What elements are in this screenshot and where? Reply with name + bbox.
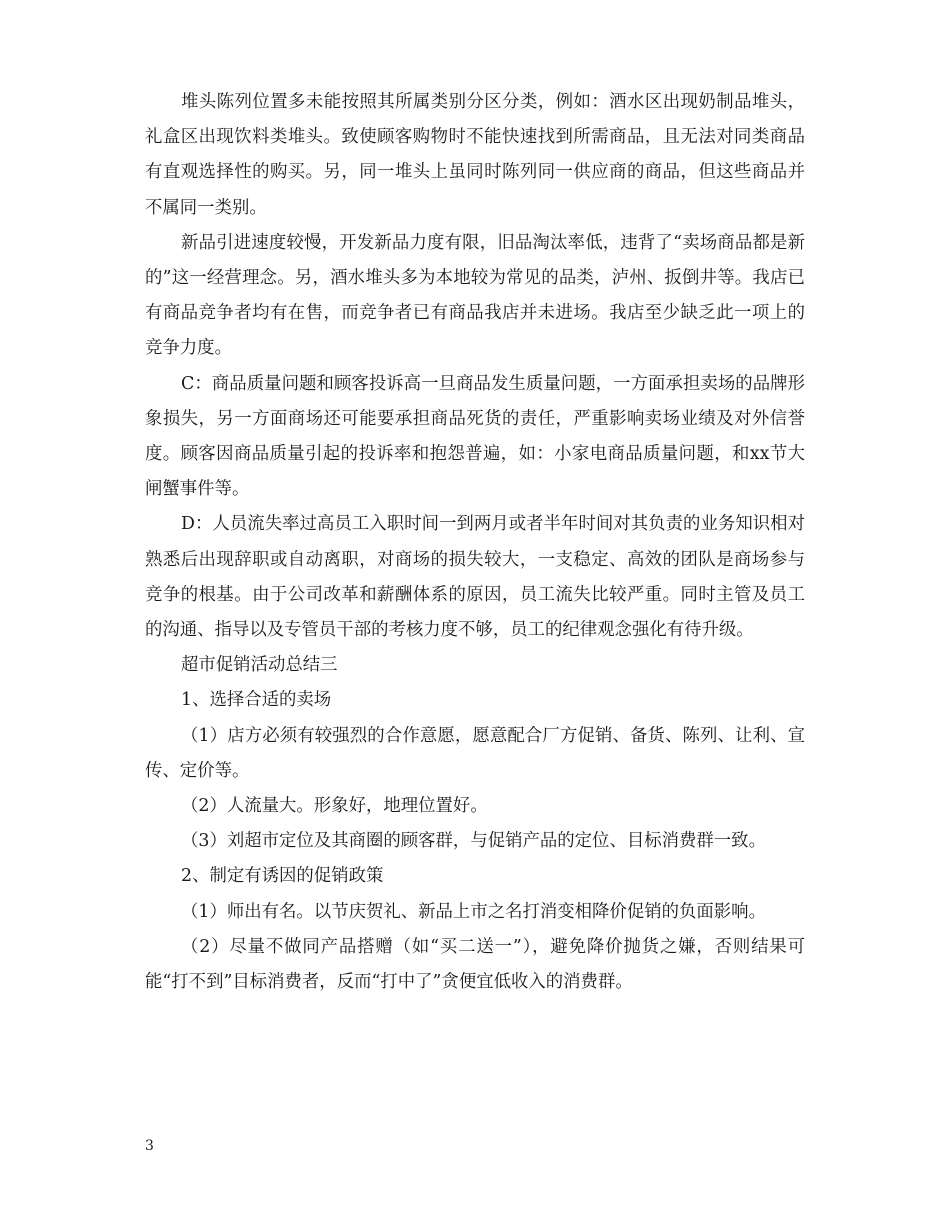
- page-number: 3: [145, 1138, 154, 1154]
- paragraph-new-products: 新品引进速度较慢，开发新品力度有限，旧品淘汰率低，违背了“卖场商品都是新的”这一经营理念。另，酒水堆头多为本地较为常见的品类，泸州、扳倒井等。我店已有商品竞争者均有在售，而竞争者已有商品我店并未进场。我店至少缺乏此一项上的竞争力度。: [145, 232, 805, 359]
- section-heading-summary-three: 超市促销活动总结三: [181, 655, 338, 676]
- paragraph-quality-complaints: C：商品质量问题和顾客投诉高一旦商品发生质量问题，一方面承担卖场的品牌形象损失，另一方面商场还可能要承担商品死货的责任，严重影响卖场业绩及对外信誉度。顾客因商品质量引起的投诉率和抱怨普遍，如：小家电商品质量问题，和xx节大闸蟹事件等。: [145, 373, 805, 500]
- list-item-positioning: （3）刘超市定位及其商圈的顾客群，与促销产品的定位、目标消费群一致。: [181, 831, 766, 852]
- paragraph-display-layout: 堆头陈列位置多未能按照其所属类别分区分类，例如：酒水区出现奶制品堆头，礼盒区出现饮料类堆头。致使顾客购物时不能快速找到所需商品，且无法对同类商品有直观选择性的购买。另，同一堆头上虽同时陈列同一供应商的商品，但这些商品并不属同一类别。: [145, 92, 805, 218]
- document-body: [145, 85, 805, 1000]
- list-item-justified-promotion: （1）师出有名。以节庆贺礼、新品上市之名打消变相降价促销的负面影响。: [181, 901, 766, 922]
- list-item-traffic: （2）人流量大。形象好，地理位置好。: [181, 796, 488, 817]
- list-heading-choose-store: 1、选择合适的卖场: [181, 690, 332, 711]
- list-item-store-cooperation: （1）店方必须有较强烈的合作意愿，愿意配合厂方促销、备货、陈列、让利、宣传、定价等。: [145, 725, 805, 781]
- paragraph-staff-turnover: D：人员流失率过高员工入职时间一到两月或者半年时间对其负责的业务知识相对熟悉后出现辞职或自动离职，对商场的损失较大，一支稳定、高效的团队是商场参与竞争的根基。由于公司改革和薪酬体系的原因，员工流失比较严重。同时主管及员工的沟通、指导以及专管员干部的考核力度不够，员工的纪律观念强化有待升级。: [145, 514, 805, 641]
- list-item-avoid-bundling: （2）尽量不做同产品搭赠（如“买二送一”），避免降价抛货之嫌，否则结果可能“打不到”目标消费者，反而“打中了”贪便宜低收入的消费群。: [145, 936, 805, 993]
- list-heading-promotion-policy: 2、制定有诱因的促销政策: [181, 866, 384, 887]
